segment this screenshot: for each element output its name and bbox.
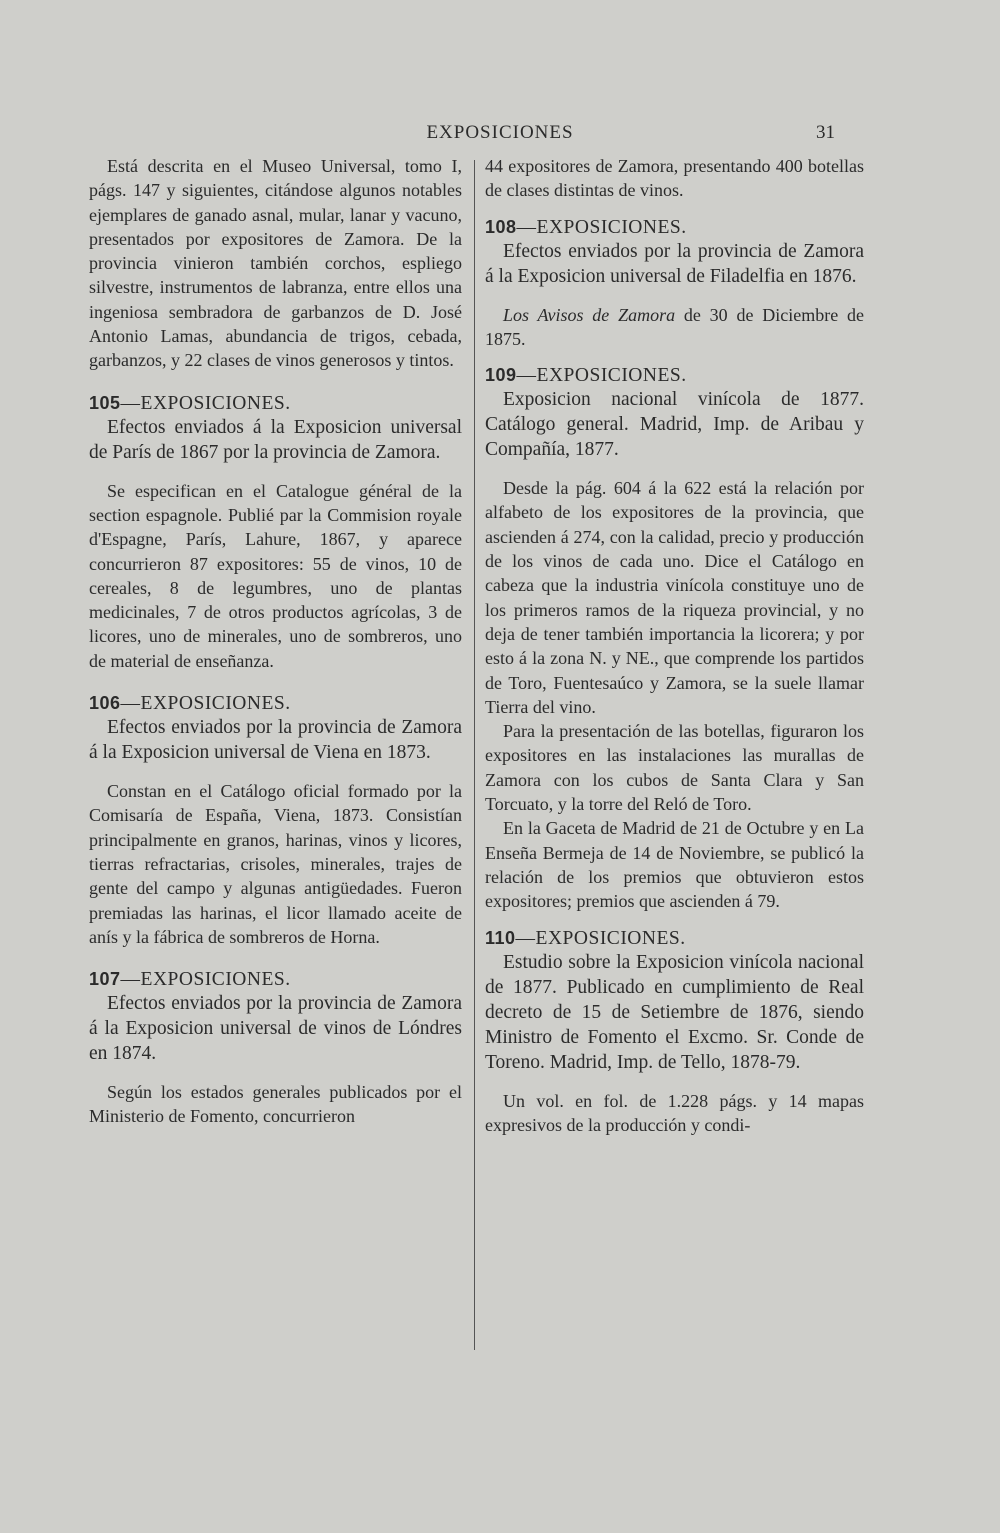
entry-heading-107: 107—EXPOSICIONES. [89, 969, 291, 991]
entry-heading-108: 108—EXPOSICIONES. [485, 216, 687, 238]
entry-note: Constan en el Catálogo oficial formado por la Comisaría de España, Viena, 1873. Consistían principalmente en granos, harinas, vinos y licores, tierras refractarias, crisoles, minerales, trajes de gente del campo y algunas antigüedades. Fueron premiadas las harinas, el licor llamado aceite de anís y la fábrica de sombreros de Horna. [89, 781, 462, 947]
paragraph: Está descrita en el Museo Universal, tomo I, págs. 147 y siguientes, citándose algunos notables ejemplares de ganado asnal, mular, lanar y vacuno, presentados por expositores de Zamora. De la provincia vinieron también corchos, espliego silvestre, instrumentos de labranza, entre ellos una ingeniosa sembradora de garbanzos de D. José Antonio Lamas, abundancia de trigos, cebada, garbanzos, y 22 clases de vinos generosos y tintos. [89, 156, 462, 371]
entry-description: Exposicion nacional vinícola de 1877. Catálogo general. Madrid, Imp. de Aribau y Compañía, 1877. [485, 389, 864, 461]
entry-heading-109: 109—EXPOSICIONES. [485, 365, 687, 387]
column-divider [474, 160, 475, 1350]
entry-heading-110: 110—EXPOSICIONES. [485, 927, 686, 949]
left-column [89, 154, 462, 1129]
entry-description: Estudio sobre la Exposicion vinícola nacional de 1877. Publicado en cumplimiento de Real decreto de 15 de Setiembre de 1876, siendo Ministro de Fomento el Excmo. Sr. Conde de Toreno. Madrid, Imp. de Tello, 1878-79. [485, 951, 864, 1073]
page-number: 31 [816, 122, 835, 143]
right-column [485, 154, 864, 1137]
entry-heading-106: 106—EXPOSICIONES. [89, 693, 291, 715]
entry-note: Los Avisos de Zamora de 30 de Diciembre de 1875. [485, 304, 864, 349]
entry-description: Efectos enviados por la provincia de Zamora á la Exposicion universal de Viena en 1873. [89, 717, 462, 764]
entry-description: Efectos enviados por la provincia de Zamora á la Exposicion universal de Filadelfia en 1876. [485, 240, 864, 287]
entry-note: En la Gaceta de Madrid de 21 de Octubre y en La Enseña Bermeja de 14 de Noviembre, se publicó la relación de los premios que obtuvieron estos expositores; premios que ascienden á 79. [485, 818, 864, 912]
entry-heading-105: 105—EXPOSICIONES. [89, 392, 291, 414]
paragraph: 44 expositores de Zamora, presentando 400 botellas de clases distintas de vinos. [485, 156, 864, 201]
running-header: EXPOSICIONES [426, 122, 574, 143]
entry-note: Desde la pág. 604 á la 622 está la relación por alfabeto de los expositores de la provincia, que ascienden á 274, con la calidad, precio y producción de los vinos de cada uno. Dice el Catálogo en cabeza que la industria vinícola constituye uno de los primeros ramos de la riqueza provincial, y no deja de tener también importancia la licorera; y por esto á la zona N. y NE., que comprende los partidos de Toro, Fuentesaúco y Zamora, se la suele llamar Tierra del vino. [485, 478, 864, 717]
entry-note: Se especifican en el Catalogue général de la section espagnole. Publié par la Commision royale d'Espagne, París, Lahure, 1867, y aparece concurrieron 87 expositores: 55 de vinos, 10 de cereales, 8 de legumbres, uno de plantas medicinales, 7 de otros productos agrícolas, 3 de licores, uno de minerales, uno de sombreros, uno de material de enseñanza. [89, 480, 462, 671]
entry-description: Efectos enviados á la Exposicion universal de París de 1867 por la provincia de Zamora. [89, 416, 462, 463]
entry-note: Para la presentación de las botellas, figuraron los expositores en las instalaciones las murallas de Zamora con los cubos de Santa Clara y San Torcuato, y la torre del Reló de Toro. [485, 721, 864, 815]
entry-note: Un vol. en fol. de 1.228 págs. y 14 mapas expresivos de la producción y condi- [485, 1090, 864, 1135]
entry-note: Según los estados generales publicados por el Ministerio de Fomento, concurrieron [89, 1082, 462, 1127]
entry-description: Efectos enviados por la provincia de Zamora á la Exposicion universal de vinos de Lóndres en 1874. [89, 993, 462, 1065]
